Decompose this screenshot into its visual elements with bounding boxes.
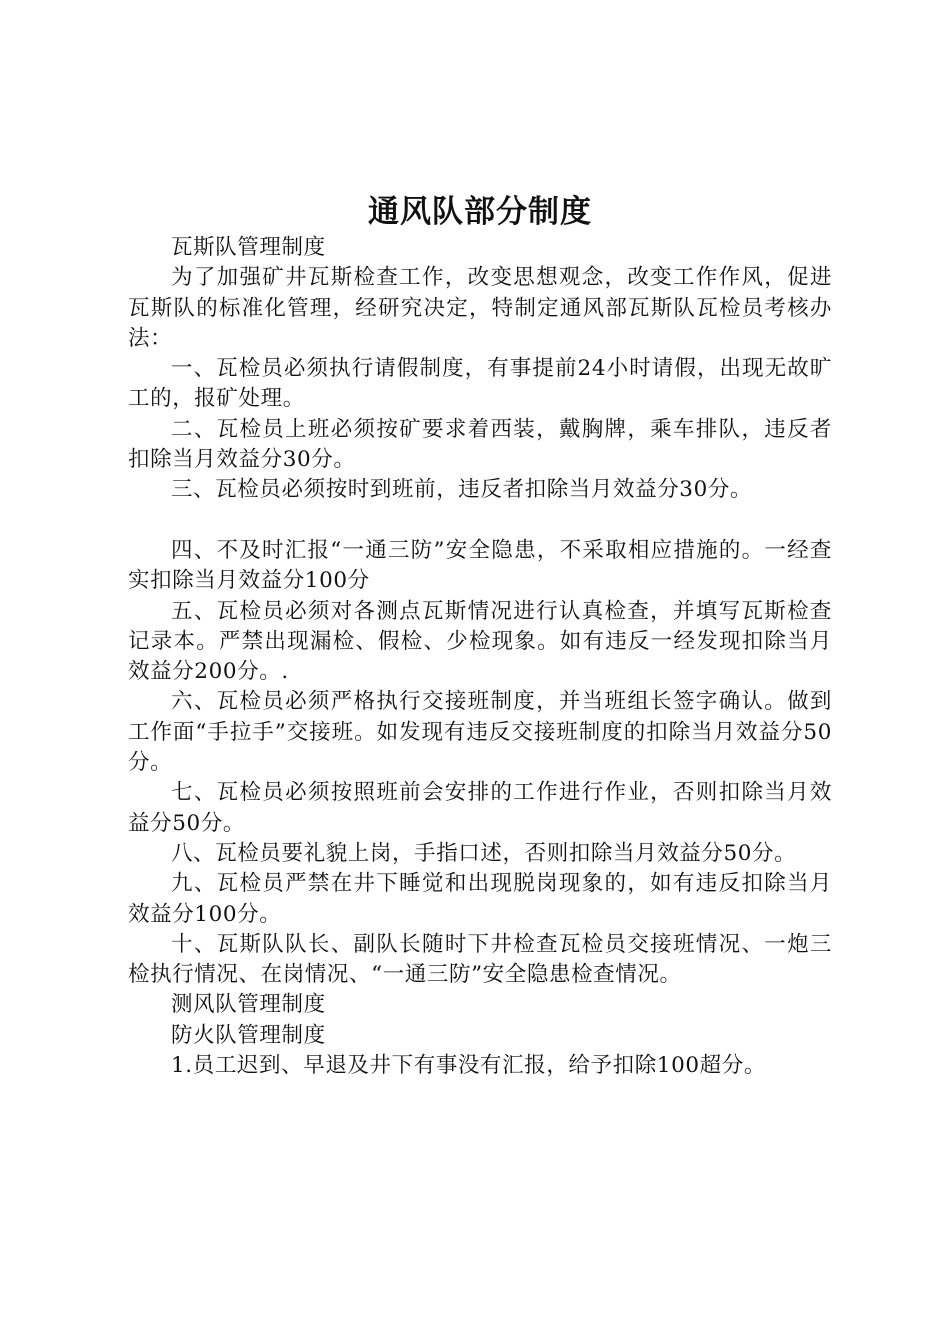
- rule-3: 三、瓦检员必须按时到班前，违反者扣除当月效益分30分。: [171, 477, 753, 503]
- rule-7: 七、瓦检员必须按照班前会安排的工作进行作业，否则扣除当月效益分50分。: [128, 780, 832, 836]
- rule-9: 九、瓦检员严禁在井下睡觉和出现脱岗现象的，如有违反扣除当月效益分100分。: [128, 871, 832, 927]
- intro-paragraph: 为了加强矿井瓦斯检查工作，改变思想观念，改变工作作风，促进瓦斯队的标准化管理，经研究决定，特制定通风部瓦斯队瓦检员考核办法：: [128, 265, 832, 351]
- rule-10: 十、瓦斯队队长、副队长随时下井检查瓦检员交接班情况、一炮三检执行情况、在岗情况、“一通三防”安全隐患检查情况。: [128, 931, 832, 988]
- section-heading-gas-team: 瓦斯队管理制度: [171, 235, 326, 260]
- rule-8: 八、瓦检员要礼貌上岗，手指口述，否则扣除当月效益分50分。: [171, 840, 797, 866]
- rule-5: 五、瓦检员必须对各测点瓦斯情况进行认真检查，并填写瓦斯检查记录本。严禁出现漏检、假检、少检现象。如有违反一经发现扣除当月效益分200分。.: [128, 598, 832, 685]
- section-heading-wind-team: 测风队管理制度: [171, 992, 326, 1018]
- document-body: [128, 233, 832, 1081]
- document-title: 通风队部分制度: [368, 194, 592, 230]
- rule-1: 一、瓦检员必须执行请假制度，有事提前24小时请假，出现无故旷工的，报矿处理。: [128, 356, 832, 412]
- rule-6: 六、瓦检员必须严格执行交接班制度，并当班组长签字确认。做到工作面“手拉手”交接班。如发现有违反交接班制度的扣除当月效益分50分。: [128, 689, 832, 776]
- rule-4: 四、不及时汇报“一通三防”安全隐患，不采取相应措施的。一经查实扣除当月效益分100分: [128, 537, 832, 594]
- section-heading-fire-team: 防火队管理制度: [171, 1022, 326, 1048]
- fire-rule-1: 1.员工迟到、早退及井下有事没有汇报，给予扣除100超分。: [171, 1053, 766, 1079]
- rule-2: 二、瓦检员上班必须按矿要求着西装，戴胸牌，乘车排队，违反者扣除当月效益分30分。: [128, 416, 832, 473]
